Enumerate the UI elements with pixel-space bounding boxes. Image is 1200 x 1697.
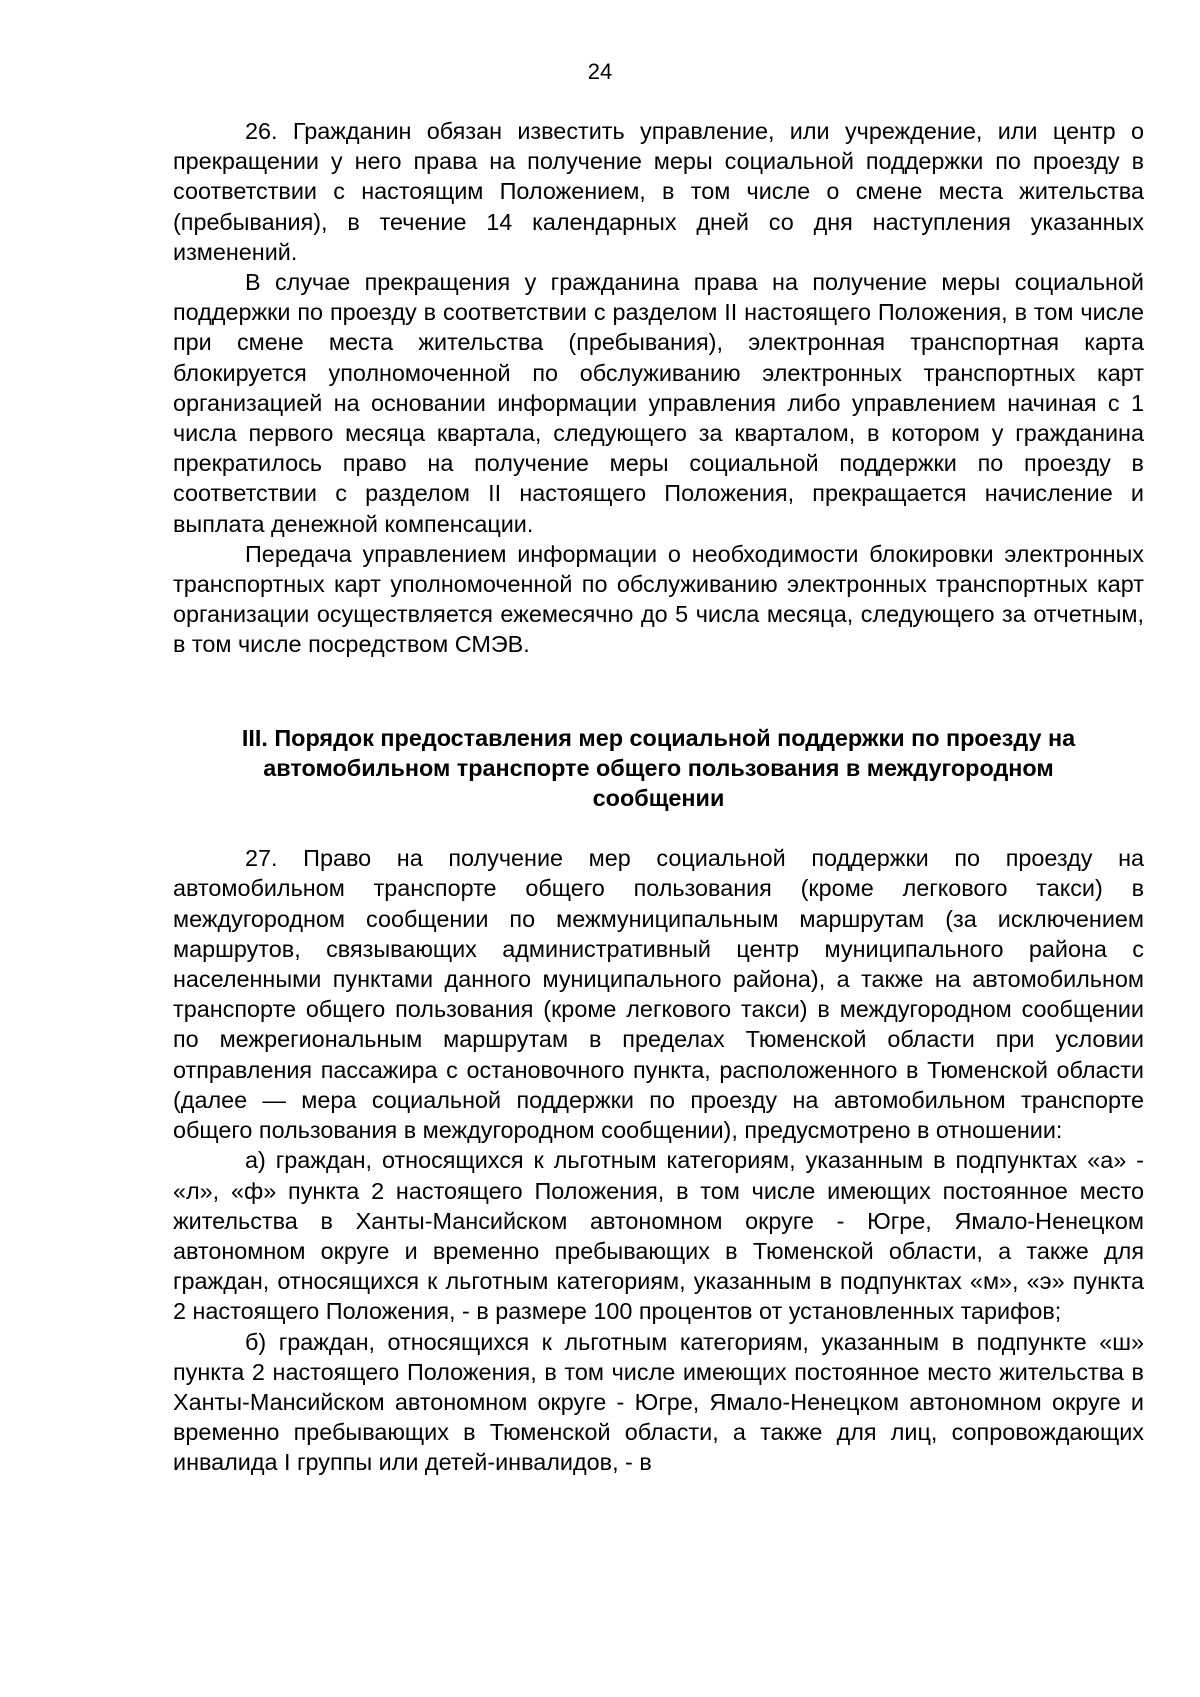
page-number: 24 [587, 59, 613, 84]
spacer [173, 813, 1144, 843]
paragraph-26-termination: В случае прекращения у гражданина права на получение меры социальной поддержки по проезду в соответствии с разделом II настоящего Положения, в том числе при смене места жительства (пребывания), электронная транспортная карта блокируется уполномоченной по обслуживанию электронных транспортных карт организацией на основании информации управления либо управлением начиная с 1 числа первого месяца квартала, следующего за кварталом, в котором у гражданина прекратилось право на получение меры социальной поддержки по проезду в соответствии с разделом II настоящего Положения, прекращается начисление и выплата денежной компенсации. [173, 269, 1144, 537]
spacer [173, 660, 1144, 723]
paragraph-26: 26. Гражданин обязан известить управление, или учреждение, или центр о прекращении у него права на получение меры социальной поддержки по проезду в соответствии с настоящим Положением, в том числе о смене места жительства (пребывания), в течение 14 календарных дней со дня наступления указанных изменений. [173, 118, 1144, 265]
paragraph-27: 27. Право на получение мер социальной поддержки по проезду на автомобильном транспорте общего пользования (кроме легкового такси) в междугородном сообщении по межмуниципальным маршрутам (за исключением маршрутов, связывающих административный центр муниципального района с населенными пунктами данного муниципального района), а также на автомобильном транспорте общего пользования (кроме легкового такси) в междугородном сообщении по межрегиональным маршрутам в пределах Тюменской области при условии отправления пассажира с остановочного пункта, расположенного в Тюменской области (далее — мера социальной поддержки по проезду на автомобильном транспорте общего пользования в междугородном сообщении), предусмотрено в отношении: [173, 845, 1144, 1144]
paragraph-27-item-b: б) граждан, относящихся к льготным категориям, указанным в подпункте «ш» пункта 2 настоящего Положения, в том числе имеющих постоянное место жительства в Ханты-Мансийском автономном округе - Югре, Ямало-Ненецком автономном округе и временно пребывающих в Тюменской области, а также для лиц, сопровождающих инвалида I группы или детей-инвалидов, - в [173, 1328, 1144, 1476]
section-title: III. Порядок предоставления мер социальной поддержки по проезду на автомобильном транспорте общего пользования в междугородном сообщении [241, 724, 1076, 812]
paragraph-27-item-a: а) граждан, относящихся к льготным категориям, указанным в подпунктах «а» - «л», «ф» пункта 2 настоящего Положения, в том числе имеющих постоянное место жительства в Ханты-Мансийском автономном округе - Югре, Ямало-Ненецком автономном округе и временно пребывающих в Тюменской области, а также для граждан, относящихся к льготным категориям, указанным в подпунктах «м», «э» пункта 2 настоящего Положения, - в размере 100 процентов от установленных тарифов; [173, 1147, 1144, 1325]
paragraph-26-transfer: Передача управлением информации о необходимости блокировки электронных транспортных карт уполномоченной по обслуживанию электронных транспортных карт организации осуществляется ежемесячно до 5 числа месяца, следующего за отчетным, в том числе посредством СМЭВ. [173, 540, 1144, 658]
document-body [173, 116, 1144, 1478]
